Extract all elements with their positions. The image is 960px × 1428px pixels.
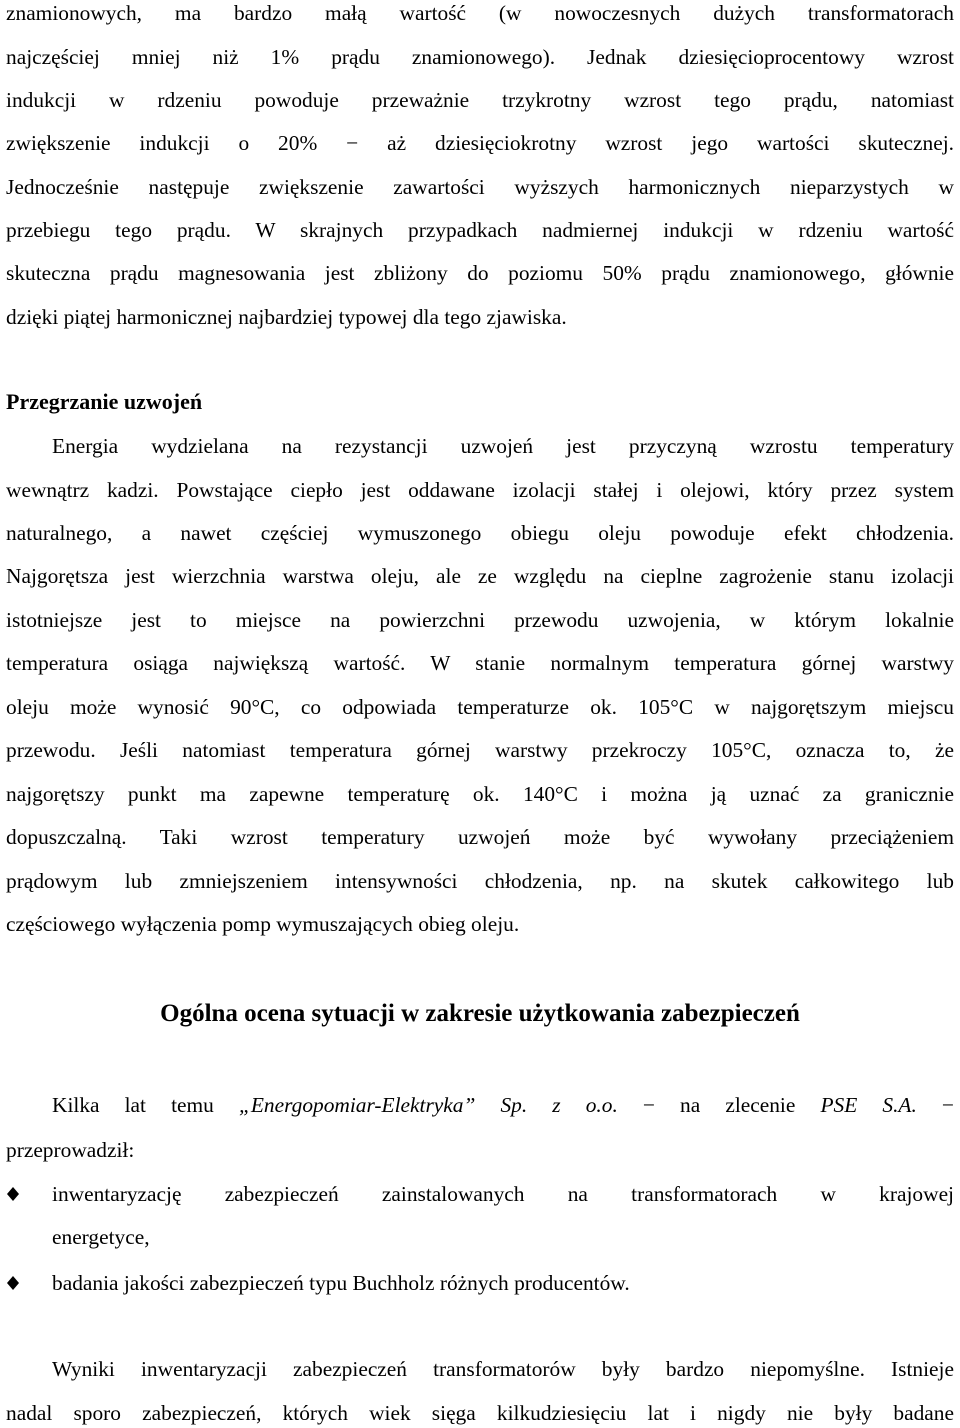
- intro-middle: − na zlecenie: [617, 1093, 821, 1117]
- text-line: naturalnego, a nawet częściej wymuszonego obiegu oleju powoduje efekt chłodzenia.: [6, 521, 954, 545]
- company-name: „Energopomiar-Elektryka” Sp. z o.o.: [238, 1093, 618, 1117]
- intro-suffix: −: [916, 1093, 954, 1117]
- intro-prefix: Kilka lat temu: [52, 1093, 239, 1117]
- section-title: Ogólna ocena sytuacji w zakresie użytkowania zabezpieczeń: [160, 1000, 800, 1027]
- text-line: Najgorętsza jest wierzchnia warstwa oleju, ale ze względu na cieplne zagrożenie stanu izolacji: [6, 564, 954, 588]
- text-line: wewnątrz kadzi. Powstające ciepło jest oddawane izolacji stałej i olejowi, który przez system: [6, 478, 954, 502]
- text-line: oleju może wynosić 90°C, co odpowiada temperaturze ok. 105°C w najgorętszym miejscu: [6, 695, 954, 719]
- list-item-text: inwentaryzację zabezpieczeń zainstalowanych na transformatorach w krajowej: [52, 1182, 954, 1206]
- text-line: skuteczna prądu magnesowania jest zbliżony do poziomu 50% prądu znamionowego, głównie: [6, 261, 954, 285]
- text-line: dopuszczalną. Taki wzrost temperatury uzwojeń może być wywołany przeciążeniem: [6, 825, 954, 849]
- text-line: najczęściej mniej niż 1% prądu znamionowego). Jednak dziesięcioprocentowy wzrost: [6, 45, 954, 69]
- text-line: przewodu. Jeśli natomiast temperatura górnej warstwy przekroczy 105°C, oznacza to, że: [6, 738, 954, 762]
- text-line: przebiegu tego prądu. W skrajnych przypadkach nadmiernej indukcji w rdzeniu wartość: [6, 218, 954, 242]
- section-heading: Przegrzanie uzwojeń: [6, 389, 203, 414]
- text-line: zwiększenie indukcji o 20% − aż dziesięciokrotny wzrost jego wartości skutecznej.: [6, 131, 954, 155]
- text-line: Wyniki inwentaryzacji zabezpieczeń transformatorów były bardzo niepomyślne. Istnieje: [52, 1357, 954, 1381]
- text-line: znamionowych, ma bardzo małą wartość (w nowoczesnych dużych transformatorach: [6, 1, 954, 25]
- text-line: częściowego wyłączenia pomp wymuszających obieg oleju.: [6, 912, 520, 936]
- diamond-bullet-icon: [6, 1187, 20, 1201]
- text-line: przeprowadził:: [6, 1138, 135, 1162]
- text-line: prądowym lub zmniejszeniem intensywności chłodzenia, np. na skutek całkowitego lub: [6, 869, 954, 893]
- text-line: dzięki piątej harmonicznej najbardziej typowej dla tego zjawiska.: [6, 305, 567, 329]
- intro-line: [52, 1092, 954, 1118]
- text-line: temperatura osiąga największą wartość. W stanie normalnym temperatura górnej warstwy: [6, 651, 954, 675]
- client-name: PSE S.A.: [820, 1093, 917, 1117]
- diamond-bullet-icon: [6, 1276, 20, 1290]
- text-line: najgorętszy punkt ma zapewne temperaturę ok. 140°C i można ją uznać za granicznie: [6, 782, 954, 806]
- list-item-text: badania jakości zabezpieczeń typu Buchholz różnych producentów.: [52, 1271, 630, 1295]
- list-item-text: energetyce,: [52, 1225, 150, 1249]
- text-line: Energia wydzielana na rezystancji uzwojeń jest przyczyną wzrostu temperatury: [52, 434, 954, 458]
- text-line: istotniejsze jest to miejsce na powierzchni przewodu uzwojenia, w którym lokalnie: [6, 608, 954, 632]
- text-line: indukcji w rdzeniu powoduje przeważnie trzykrotny wzrost tego prądu, natomiast: [6, 88, 954, 112]
- text-line: Jednocześnie następuje zwiększenie zawartości wyższych harmonicznych nieparzystych w: [6, 175, 954, 199]
- text-line: nadal sporo zabezpieczeń, których wiek sięga kilkudziesięciu lat i nigdy nie były badane: [6, 1401, 954, 1425]
